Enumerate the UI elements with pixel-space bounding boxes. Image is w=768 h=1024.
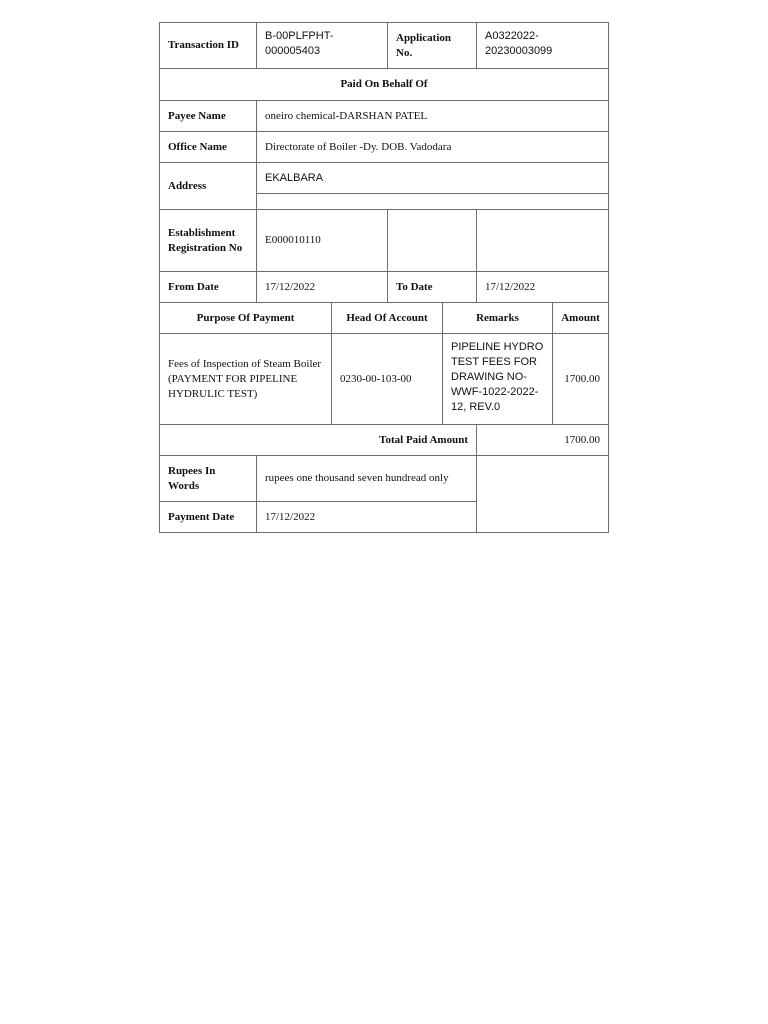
- from-date-label: From Date: [160, 272, 257, 303]
- signature-empty-cell: [477, 456, 609, 533]
- from-date-value: 17/12/2022: [257, 272, 388, 303]
- address-line-1: EKALBARA: [257, 163, 609, 194]
- establishment-row: [160, 210, 609, 272]
- column-header-head-of-account: Head Of Account: [332, 303, 443, 334]
- office-row: [160, 132, 609, 163]
- transaction-row: [160, 23, 609, 69]
- total-paid-amount-value: 1700.00: [477, 425, 609, 456]
- payee-name-label: Payee Name: [160, 101, 257, 132]
- paid-on-behalf-row: [160, 69, 609, 101]
- total-paid-amount-label: Total Paid Amount: [160, 425, 477, 456]
- line-item-head-of-account: 0230-00-103-00: [332, 334, 443, 425]
- column-header-amount: Amount: [553, 303, 609, 334]
- address-row-1: [160, 163, 609, 194]
- establishment-empty-cell-2: [477, 210, 609, 272]
- column-header-remarks: Remarks: [443, 303, 553, 334]
- paid-on-behalf-heading: Paid On Behalf Of: [160, 69, 609, 101]
- payment-receipt-table: [159, 22, 609, 533]
- payee-name-value: oneiro chemical-DARSHAN PATEL: [257, 101, 609, 132]
- column-header-purpose: Purpose Of Payment: [160, 303, 332, 334]
- establishment-empty-cell-1: [388, 210, 477, 272]
- transaction-id-label: Transaction ID: [160, 23, 257, 69]
- office-name-label: Office Name: [160, 132, 257, 163]
- address-line-2: [257, 194, 609, 210]
- items-header-row: [160, 303, 609, 334]
- rupees-in-words-row: [160, 456, 609, 502]
- to-date-value: 17/12/2022: [477, 272, 609, 303]
- rupees-in-words-value: rupees one thousand seven hundread only: [257, 456, 477, 502]
- payment-date-label: Payment Date: [160, 502, 257, 533]
- office-name-value: Directorate of Boiler -Dy. DOB. Vadodara: [257, 132, 609, 163]
- line-item-amount: 1700.00: [553, 334, 609, 425]
- line-item-purpose: Fees of Inspection of Steam Boiler (PAYMENT FOR PIPELINE HYDRULIC TEST): [160, 334, 332, 425]
- establishment-label: Establishment Registration No: [160, 210, 257, 272]
- transaction-id-value: B-00PLFPHT-000005403: [257, 23, 388, 69]
- payee-row: [160, 101, 609, 132]
- establishment-no-value: E000010110: [257, 210, 388, 272]
- payment-date-value: 17/12/2022: [257, 502, 477, 533]
- to-date-label: To Date: [388, 272, 477, 303]
- total-row: [160, 425, 609, 456]
- line-item-row: [160, 334, 609, 425]
- date-range-row: [160, 272, 609, 303]
- application-no-value: A0322022-20230003099: [477, 23, 609, 69]
- application-no-label: Application No.: [388, 23, 477, 69]
- rupees-in-words-label: Rupees In Words: [160, 456, 257, 502]
- address-label: Address: [160, 163, 257, 210]
- line-item-remarks: PIPELINE HYDRO TEST FEES FOR DRAWING NO-WWF-1022-2022-12, REV.0: [443, 334, 553, 425]
